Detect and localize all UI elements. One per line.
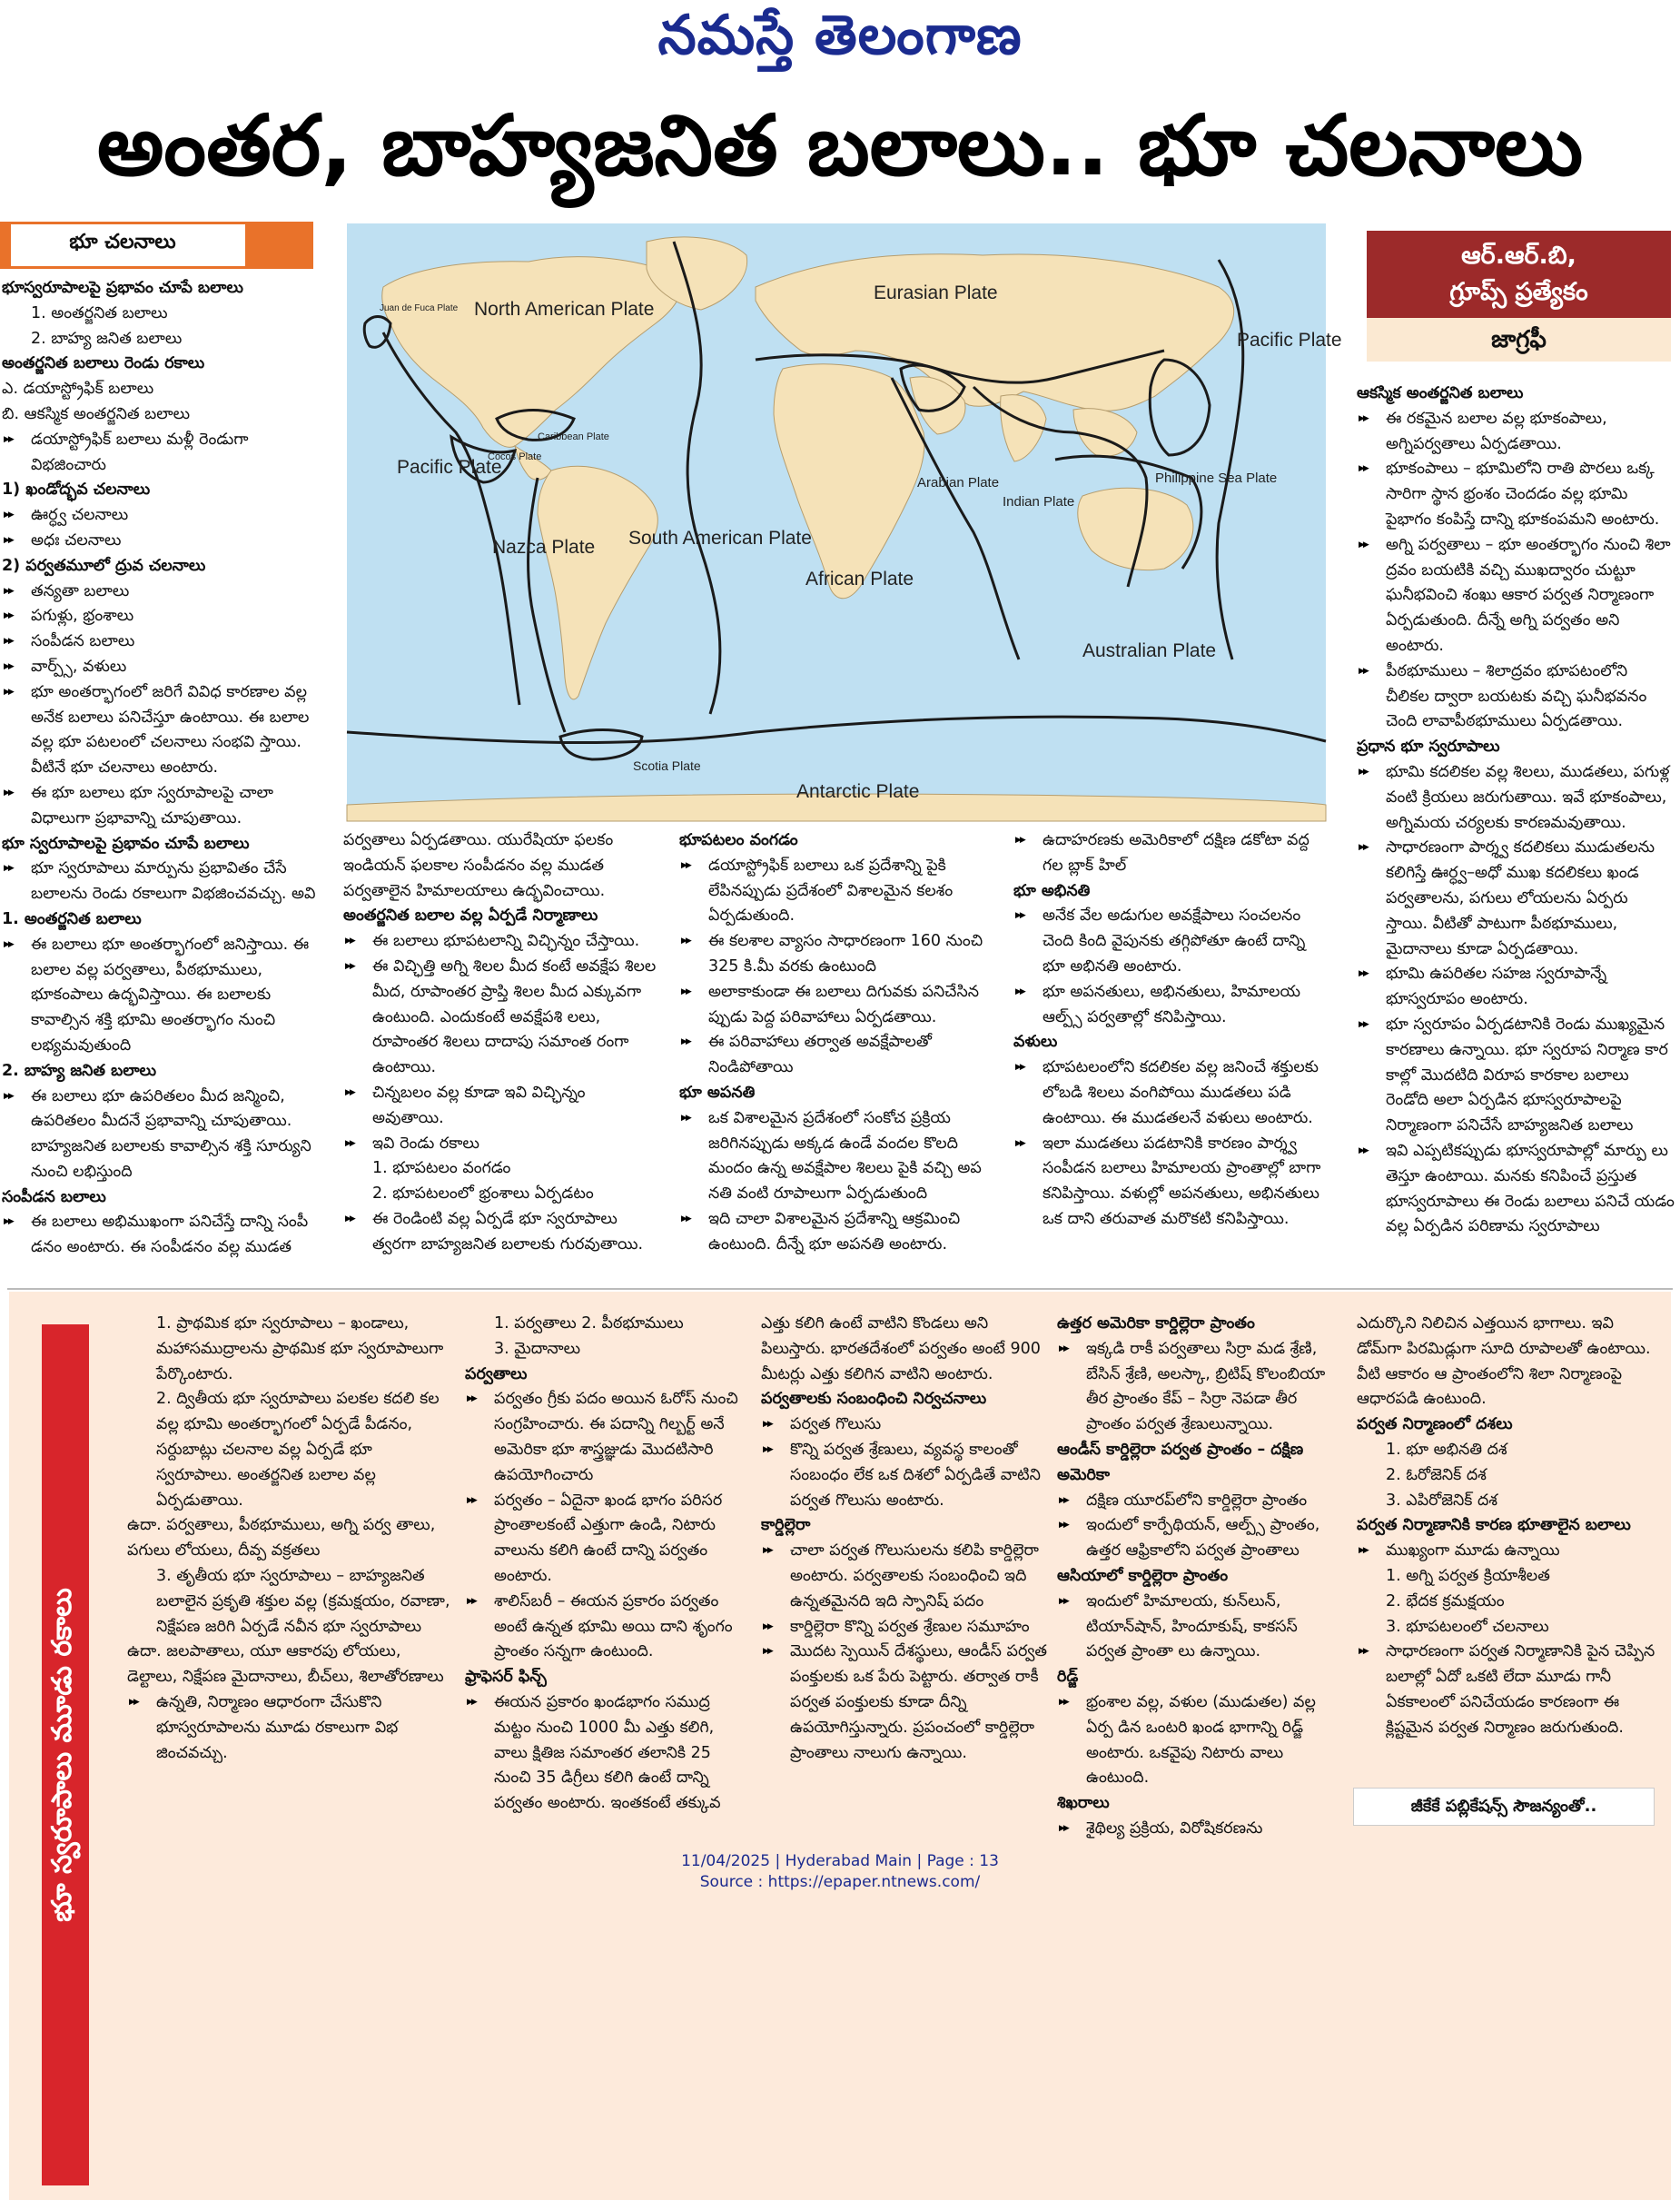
- subheading: ప్రధాన భూ స్వరూపాలు: [1357, 738, 1500, 757]
- bullet-item: ▶▶ ఇందులో కార్పేథియన్, ఆల్ప్స్ ప్రాంతం, ఉత్తర ఆఫ్రికాలోని పర్వత ప్రాంతాలు: [1057, 1513, 1339, 1564]
- bullet-item: ▶▶ ఇది చాలా విశాలమైన ప్రదేశాన్ని ఆక్రమించి ఉంటుంది. దీన్నే భూ అపనతి అంటారు.: [679, 1207, 993, 1258]
- section-header: [0, 222, 313, 269]
- subheading: అంతర్జనిత బలాల వల్ల ఏర్పడే నిర్మాణాలు: [343, 907, 598, 926]
- headline: అంతర, బాహ్యజనిత బలాలు.. భూ చలనాలు: [96, 97, 1584, 194]
- text-line: బి. ఆకస్మిక అంతర్జనిత బలాలు: [2, 404, 191, 423]
- text-line: 1. అగ్ని పర్వత క్రియాశీలత: [1386, 1566, 1550, 1585]
- bullet-item: ▶▶ పీఠభూములు – శిలాద్రవం భూపటంలోని చీలికల ద్వారా బయటకు వచ్చి ఘనీభవనం చెంది లావాపీఠభూములు ఏర్పడతాయి.: [1357, 659, 1675, 735]
- bullet-item: ▶▶ సాధారణంగా పర్వత నిర్మాణానికి పైన చెప్పిన బలాల్లో ఏదో ఒకటి లేదా మూడు గానీ ఏకకాలంలో పనిచేయడం కారణంగా ఈ క్లిష్టమైన పర్వత నిర్మాణం జరుగుతుంది.: [1357, 1640, 1656, 1740]
- label-pacific-plate-right: Pacific Plate: [1237, 330, 1342, 351]
- column-2: [343, 828, 659, 1258]
- section-header-orange-block: [245, 222, 313, 269]
- bullet-item: ▶▶ భూ స్వరూపాలు మార్పును ప్రభావితం చేసే బలాలను రెండు రకాలుగా విభజించవచ్చు. అవి: [2, 857, 318, 907]
- text-line: ఉదా. జలపాతాలు, యూ ఆకారపు లోయలు, డెల్టాలు, నిక్షేపణ మైదానాలు, బీచ్‌లు, శిలాతోరణాలు: [127, 1642, 444, 1687]
- subheading: ఫ్రాఫెసర్ ఫిన్చ్: [465, 1668, 547, 1687]
- bullet-item: ▶▶ ఈయన ప్రకారం ఖండభాగం సముద్ర మట్టం నుంచి 1000 మీ ఎత్తు కలిగి, వాలు క్షితిజ సమాంతర తలానికి 25 నుంచి 35 డిగ్రీలు కలిగి ఉంటే దాన్ని పర్వతం అంటారు. ఇంతకంటే తక్కువ: [465, 1690, 752, 1817]
- bullet-item: ▶▶ తన్యతా బలాలు: [2, 580, 318, 605]
- bullet-item: ▶▶ భూ అంతర్భాగంలో జరిగే వివిధ కారణాల వల్ల అనేక బలాలు పనిచేస్తూ ఉంటాయి. ఈ బలాల వల్ల భూ పటలంలో చలనాలు సంభవి స్తాయి. వీటినే భూ చలనాలు అంటారు.: [2, 680, 318, 781]
- bullet-item: ▶▶ సాధారణంగా పార్శ్వ కదలికలు ముడుతలను కలిగిస్తే ఊర్ధ్వ–అధో ముఖ కదలికలు ఖండ పర్వతాలను, పగులు లోయలను ఏర్పరు స్తాయి. వీటితో పాటుగా పీఠభూములు, మైదానాలు కూడా ఏర్పడతాయి.: [1357, 836, 1675, 962]
- bullet-item: ▶▶ ఈ రెండింటి వల్ల ఏర్పడే భూ స్వరూపాలు త్వరగా బాహ్యజనిత బలాలకు గురవుతాయి.: [343, 1207, 659, 1258]
- bullet-item: ▶▶ అనేక వేల అడుగుల అవక్షేపాలు సంచలనం చెంది కింది వైపునకు తగ్గిపోతూ ఉంటే దాన్ని భూ అభినతి అంటారు.: [1013, 904, 1328, 979]
- bottom-column-1: [127, 1312, 450, 1766]
- subheading: శిఖరాలు: [1057, 1794, 1110, 1813]
- text-line: ఎదుర్కొని నిలిచిన ఎత్తయిన భాగాలు. ఇవి డోమ్‌గా పిరమిడ్లుగా సూది రూపాలతో ఉంటాయి. వీటి ఆకారం ఆ ప్రాంతంలోని శిలా నిర్మాణంపై ఆధారపడి ఉంటుంది.: [1357, 1314, 1651, 1409]
- label-scotia-plate: Scotia Plate: [633, 758, 701, 773]
- subheading: పర్వతాలు: [465, 1364, 528, 1383]
- bullet-item: ▶▶ శాలిస్‌బరీ – ఈయన ప్రకారం పర్వతం అంటే ఉన్నత భూమి అయి దాని శృంగం ప్రాంతం సన్నగా ఉంటుంది.: [465, 1590, 752, 1665]
- text-line: ఎ. డయాస్ట్రోఫిక్ బలాలు: [2, 380, 154, 399]
- label-pacific-plate-left: Pacific Plate: [397, 457, 502, 478]
- bottom-side-title-bar: [42, 1324, 89, 2185]
- bullet-item: ▶▶ ఉదాహరణకు అమెరికాలో దక్షిణ డకోటా వద్ద గల బ్లాక్ హిల్: [1013, 828, 1328, 879]
- label-eurasian-plate: Eurasian Plate: [874, 282, 998, 303]
- bullet-item: ▶▶ మొదట స్పెయిన్ దేశస్థులు, ఆండీస్ పర్వత పంక్తులకు ఒక పేరు పెట్టారు. తర్వాత రాకీ పర్వత పంక్తులకు కూడా దీన్ని ఉపయోగిస్తున్నారు. ప్రపంచంలో కార్డిల్లెరా ప్రాంతాలు నాలుగు ఉన్నాయి.: [761, 1640, 1050, 1766]
- subheading: పర్వత నిర్మాణంలో దశలు: [1357, 1415, 1513, 1434]
- column-3: [679, 828, 993, 1258]
- text-line: ఎత్తు కలిగి ఉంటే వాటిని కొండలు అని పిలుస్తారు. భారతదేశంలో పర్వతం అంటే 900 మీటర్లు ఎత్తు కలిగిన వాటిని అంటారు.: [761, 1314, 1041, 1383]
- bottom-column-2: [465, 1312, 752, 1817]
- bottom-column-5: [1357, 1312, 1656, 1741]
- column-5: [1357, 382, 1675, 1240]
- label-antarctic-plate: Antarctic Plate: [796, 781, 920, 802]
- text-line: 3. మైదానాలు: [494, 1339, 581, 1358]
- bullet-item: ▶▶ ఈ రకమైన బలాల వల్ల భూకంపాలు, అగ్నిపర్వతాలు ఏర్పడతాయి.: [1357, 407, 1675, 458]
- bullet-item: ▶▶ పర్వత గొలుసు: [761, 1412, 1050, 1438]
- bullet-item: ▶▶ భూ అపనతులు, అభినతులు, హిమాలయ ఆల్ప్స్ పర్వతాల్లో కనిపిస్తాయి.: [1013, 980, 1328, 1031]
- bullet-item: ▶▶ ఇవి ఎప్పటికప్పుడు భూస్వరూపాల్లో మార్పు లు తెస్తూ ఉంటాయి. మనకు కనిపించే ప్రస్తుత భూస్వరూపాలు ఈ రెండు బలాలు పనిచే యడం వల్ల ఏర్పడిన పరిణామ స్వరూపాలు: [1357, 1139, 1675, 1240]
- bottom-side-title-wrap: [42, 1324, 89, 2185]
- bottom-side-title: భూ స్వరూపాలు మూడు రకాలు: [46, 1588, 78, 1922]
- bullet-item: ▶▶ దక్షిణ యూరప్‌లోని కార్డిల్లెరా ప్రాంతం: [1057, 1489, 1339, 1514]
- rrb-badge-line2: గ్రూప్స్ ప్రత్యేకం: [1449, 278, 1588, 306]
- bullet-item: ▶▶ వార్ప్స్, వళులు: [2, 655, 318, 680]
- label-cocos-plate: Cocos Plate: [488, 451, 542, 462]
- bullet-item: ▶▶ పర్వతం గ్రీకు పదం అయిన ఓరోస్ నుంచి సంగ్రహించారు. ఈ పదాన్ని గిల్బర్ట్ అనే అమెరికా భూ శాస్త్రజ్ఞుడు మొదటిసారి ఉపయోగించారు: [465, 1387, 752, 1488]
- subheading: భూ అభినతి: [1013, 881, 1091, 900]
- label-caribbean-plate: Caribbean Plate: [538, 431, 609, 442]
- bullet-item: ▶▶ ఇందులో హిమాలయ, కున్‌లున్, టియాన్‌షాన్, హిందూకుష్, కాకసస్ పర్వత ప్రాంతా లు ఉన్నాయి.: [1057, 1590, 1339, 1665]
- bullet-item: ▶▶ అలాకాకుండా ఈ బలాలు దిగువకు పనిచేసిన ప్పుడు పెద్ద పరివాహాలు ఏర్పడతాయి.: [679, 980, 993, 1031]
- bottom-column-3: [761, 1312, 1050, 1766]
- bullet-item: ▶▶ భూ స్వరూపం ఏర్పడటానికి రెండు ముఖ్యమైన కారణాలు ఉన్నాయి. భూ స్వరూప నిర్మాణ కార కాల్లో మొదటిది విరూప కారకాల బలాలు రెండోది అలా ఏర్పడిన భూస్వరూపాలపై నిర్మాణంగా పనిచేసే బాహ్యజనిత బలాలు: [1357, 1013, 1675, 1139]
- subheading: 1) ఖండోద్భవ చలనాలు: [2, 481, 151, 500]
- bullet-item: ▶▶ సంపీడన బలాలు: [2, 629, 318, 655]
- subheading: ఉత్తర అమెరికా కార్డిల్లెరా ప్రాంతం: [1057, 1314, 1255, 1333]
- footer-date-page: 11/04/2025 | Hyderabad Main | Page : 13: [681, 1852, 999, 1870]
- text-line: 1. ప్రాథమిక భూ స్వరూపాలు – ఖండాలు, మహాసముద్రాలను ప్రాథమిక భూ స్వరూపాలుగా పేర్కొంటారు.: [156, 1314, 444, 1383]
- subheading: ఆసియాలో కార్డిల్లెరా ప్రాంతం: [1057, 1566, 1229, 1585]
- text-line: 1. పర్వతాలు 2. పీఠభూములు: [494, 1314, 684, 1333]
- text-line: 2. ద్వితీయ భూ స్వరూపాలు పలకల కదలి కల వల్ల భూమి అంతర్భాగంలో ఏర్పడే పీడనం, సర్దుబాట్లు చలనాల వల్ల ఏర్పడే భూ స్వరూపాలు. అంతర్జనిత బలాల వల్ల ఏర్పడుతాయి.: [156, 1390, 440, 1510]
- bullet-item: ▶▶ భ్రంశాల వల్ల, వళుల (ముడుతల) వల్ల ఏర్ప డిన ఒంటరి ఖండ భాగాన్ని రిడ్జ్ అంటారు. ఒకవైపు నిటారు వాలు ఉంటుంది.: [1057, 1690, 1339, 1791]
- text-line: 3. భూపటలంలో చలనాలు: [1386, 1617, 1549, 1636]
- bullet-item: ▶▶ ఉన్నతి, నిర్మాణం ఆధారంగా చేసుకొని భూస్వరూపాలను మూడు రకాలుగా విభ జించవచ్చు.: [127, 1690, 450, 1766]
- bullet-item: ▶▶ భూమి కదలికల వల్ల శిలలు, ముడతలు, పగుళ్ల వంటి క్రియలు జరుగుతాయి. ఇవే భూకంపాలు, అగ్నిమయ చర్యలకు కారణమవుతాయి.: [1357, 760, 1675, 836]
- tectonic-plates-map: [347, 223, 1342, 821]
- bullet-item: ▶▶ ఈ విచ్ఛిత్తి అగ్ని శిలల మీద కంటే అవక్షేప శిలల మీద, రూపాంతర ప్రాప్తి శిలల మీద ఎక్కువగా ఉంటుంది. ఎందుకంటే అవక్షేపశి లలు, రూపాంతర శిలలు దాదాపు సమాంత రంగా ఉంటాయి.: [343, 955, 659, 1081]
- map-svg: [347, 223, 1342, 821]
- subheading: 1. అంతర్జనిత బలాలు: [2, 909, 142, 928]
- bullet-item: ▶▶ డయాస్ట్రోఫిక్ బలాలు ఒక ప్రదేశాన్ని పైకి లేపినప్పుడు ప్రదేశంలో విశాలమైన కలశం ఏర్పడుతుంది.: [679, 854, 993, 929]
- subheading: ఆండీస్ కార్డిల్లెరా పర్వత ప్రాంతం – దక్షిణ అమెరికా: [1057, 1440, 1304, 1484]
- subheading: వళులు: [1013, 1033, 1058, 1052]
- bullet-item: ▶▶ ఈ బలాలు భూ అంతర్భాగంలో జనిస్తాయి. ఈ బలాల వల్ల పర్వతాలు, పీఠభూములు, భూకంపాలు ఉద్భవిస్తాయి. ఈ బలాలకు కావాల్సిన శక్తి భూమి అంతర్భాగం నుంచి లభ్యమవుతుంది: [2, 933, 318, 1059]
- label-south-american-plate: South American Plate: [628, 528, 812, 549]
- bullet-item: ▶▶ అగ్ని పర్వతాలు – భూ అంతర్భాగం నుంచి శిలా ద్రవం బయటికి వచ్చి ముఖద్వారం చుట్టూ ఘనీభవించి శంఖు ఆకార పర్వత నిర్మాణంగా ఏర్పడుతుంది. దీన్నే అగ్ని పర్వతం అని అంటారు.: [1357, 533, 1675, 659]
- bullet-item: ▶▶ ఒక విశాలమైన ప్రదేశంలో సంకోచ ప్రక్రియ జరిగినప్పుడు అక్కడ ఉండే వందల కొలది మందం ఉన్న అవక్షేపాల శిలలు పైకి వచ్చి అప నతి వంటి రూపాలుగా ఏర్పడుతుంది: [679, 1106, 993, 1207]
- label-north-american-plate: North American Plate: [474, 299, 655, 320]
- subheading: కార్డిల్లెరా: [761, 1516, 811, 1535]
- masthead-logo: నమస్తే తెలంగాణ: [657, 4, 1023, 67]
- subheading: 2. బాహ్య జనిత బలాలు: [2, 1061, 157, 1080]
- section-header-label: భూ చలనాలు: [69, 231, 176, 253]
- text-line: 2. భేదక క్రమక్షయం: [1386, 1591, 1505, 1610]
- subheading: భూపటలం వంగడం: [679, 831, 798, 849]
- subheading: సంపీడన బలాలు: [2, 1187, 106, 1206]
- bottom-column-4: [1057, 1312, 1339, 1842]
- label-australian-plate: Australian Plate: [1082, 640, 1217, 661]
- publisher-credit: జీకేకే పబ్లికేషన్స్ సౌజన్యంతో..: [1353, 1788, 1655, 1826]
- bullet-item: ▶▶ ఈ పరివాహాలు తర్వాత అవక్షేపాలతో నిండిపోతాయి: [679, 1030, 993, 1081]
- bullet-item: ▶▶ భూపటలంలోని కదలికల వల్ల జనించే శక్తులకు లోబడి శిలలు వంగిపోయి ముడతలు పడి ఉంటాయి. ఈ ముడతలనే వళులు అంటారు.: [1013, 1055, 1328, 1131]
- bullet-item: ▶▶ ఈ భూ బలాలు భూ స్వరూపాలపై చాలా విధాలుగా ప్రభావాన్ని చూపుతాయి.: [2, 781, 318, 832]
- text-line: 1. అంతర్జనిత బలాలు: [31, 303, 168, 322]
- label-philippine-sea-plate: Philippine Sea Plate: [1155, 471, 1278, 486]
- subheading: అంతర్జనిత బలాలు రెండు రకాలు: [2, 354, 205, 373]
- subheading: 2) పర్వతమూలో ద్రువ చలనాలు: [2, 556, 206, 575]
- subheading: భూస్వరూపాలపై ప్రభావం చూపే బలాలు: [2, 279, 243, 297]
- bullet-item: ▶▶ ఈ బలాలు అభిముఖంగా పనిచేస్తే దాన్ని సంపీ డనం అంటారు. ఈ సంపీడనం వల్ల ముడత: [2, 1210, 318, 1261]
- bullet-item: ▶▶ కార్డిల్లెరా కొన్ని పర్వత శ్రేణుల సమూహం: [761, 1615, 1050, 1640]
- bullet-item: ▶▶ ఇవి రెండు రకాలు: [343, 1132, 659, 1157]
- label-juan-de-fuca-plate: Juan de Fuca Plate: [380, 303, 459, 313]
- column-1: [2, 276, 318, 1261]
- bullet-item: ▶▶ భూమి ఉపరితల సహజ స్వరూపాన్నే భూస్వరూపం అంటారు.: [1357, 962, 1675, 1013]
- bullet-item: ▶▶ ఈ కలశాల వ్యాసం సాధారణంగా 160 నుంచి 325 కి.మీ వరకు ఉంటుంది: [679, 929, 993, 980]
- section-divider: [7, 1288, 1673, 1290]
- bullet-item: ▶▶ కొన్ని పర్వత శ్రేణులు, వ్యవస్థ కాలంతో సంబంధం లేక ఒక దిశలో ఏర్పడితే వాటిని పర్వత గొలుసు అంటారు.: [761, 1438, 1050, 1513]
- text-line: పర్వతాలు ఏర్పడతాయి. యురేషియా ఫలకం ఇండియన్ ఫలకాల సంపీడనం వల్ల ముడత పర్వతాలైన హిమాలయాలు ఉద్భవించాయి.: [343, 831, 614, 900]
- bullet-item: ▶▶ ఇలా ముడతలు పడటానికి కారణం పార్శ్వ సంపీడన బలాలు హిమాలయ ప్రాంతాల్లో బాగా కనిపిస్తాయి. వళుల్లో అపనతులు, అభినతులు ఒక దాని తరువాత మరొకటి కనిపిస్తాయి.: [1013, 1132, 1328, 1233]
- bullet-item: ▶▶ శైథిల్య ప్రక్రియ, విరోషికరణను: [1057, 1817, 1339, 1842]
- rrb-badge-subject: జాగ్రఫీ: [1367, 318, 1671, 362]
- column-4: [1013, 828, 1328, 1233]
- label-arabian-plate: Arabian Plate: [917, 475, 1000, 491]
- bullet-item: ▶▶ చాలా పర్వత గొలుసులను కలిపి కార్డిల్లెరా అంటారు. పర్వతాలకు సంబంధించి ఇది ఉన్నతమైనది ఇది స్పానిష్ పదం: [761, 1539, 1050, 1614]
- label-indian-plate: Indian Plate: [1003, 494, 1075, 510]
- text-line: 3. తృతీయ భూ స్వరూపాలు – బాహ్యజనిత బలాలైన ప్రకృతి శక్తుల వల్ల (క్రమక్షయం, రవాణా, నిక్షేపణ జరిగి ఏర్పడే నవీన భూ స్వరూపాలు: [156, 1566, 450, 1636]
- bullet-item: ▶▶ ముఖ్యంగా మూడు ఉన్నాయి: [1357, 1539, 1656, 1564]
- page-footer: [0, 1851, 1680, 1893]
- subheading: పర్వతాలకు సంబంధించి నిర్వచనాలు: [761, 1390, 987, 1409]
- text-line: 2. బాహ్య జనిత బలాలు: [31, 329, 183, 348]
- text-line: 2. భూపటలంలో భ్రంశాలు ఏర్పడటం: [372, 1184, 594, 1204]
- rrb-badge-line1: ఆర్.ఆర్.బి,: [1461, 242, 1576, 270]
- bullet-item: ▶▶ ఇక్కడి రాకీ పర్వతాలు సిర్రా మడ శ్రేణి, బేసిన్ శ్రేణి, అలస్కా, బ్రిటిష్ కొలంబియా తీర ప్రాంతం కేప్ – సిర్రా నెపడా తీర ప్రాంతం పర్వత శ్రేణులున్నాయి.: [1057, 1337, 1339, 1438]
- label-african-plate: African Plate: [805, 569, 914, 590]
- subheading: ఆకస్మిక అంతర్జనిత బలాలు: [1357, 384, 1524, 402]
- subheading: భూ స్వరూపాలపై ప్రభావం చూపే బలాలు: [2, 834, 250, 853]
- bullet-item: ▶▶ పర్వతం – ఏదైనా ఖండ భాగం పరిసర ప్రాంతాలకంటే ఎత్తుగా ఉండి, నిటారు వాలును కలిగి ఉంటే దాన్ని పర్వతం అంటారు.: [465, 1489, 752, 1590]
- rrb-badge-top: [1367, 231, 1671, 318]
- bullet-item: ▶▶ ఊర్ధ్వ చలనాలు: [2, 503, 318, 529]
- text-line: 3. ఎపిరోజెనిక్ దశ: [1386, 1491, 1497, 1510]
- bullet-item: ▶▶ పగుళ్లు, భ్రంశాలు: [2, 604, 318, 629]
- bullet-item: ▶▶ డయాస్ట్రోఫిక్ బలాలు మళ్లీ రెండుగా విభజించారు: [2, 428, 318, 479]
- subheading: రిడ్జ్: [1057, 1668, 1079, 1687]
- bullet-item: ▶▶ చిన్నబలం వల్ల కూడా ఇవి విచ్ఛిన్నం అవుతాయి.: [343, 1081, 659, 1132]
- text-line: 1. భూపటలం వంగడం: [372, 1159, 511, 1178]
- text-line: ఉదా. పర్వతాలు, పీఠభూములు, అగ్ని పర్వ తాలు, పగులు లోయలు, దీవ్ప వక్రతలు: [127, 1516, 436, 1561]
- bullet-item: ▶▶ ఈ బలాలు భూపటలాన్ని విచ్ఛిన్నం చేస్తాయి.: [343, 929, 659, 955]
- subheading: భూ అపనతి: [679, 1083, 756, 1102]
- text-line: 2. ఓరోజెనిక్ దశ: [1386, 1465, 1487, 1484]
- bullet-item: ▶▶ అధః చలనాలు: [2, 529, 318, 554]
- bullet-item: ▶▶ భూకంపాలు – భూమిలోని రాతి పొరలు ఒక్క సారిగా స్థాన భ్రంశం చెందడం వల్ల భూమి పైభాగం కంపిస్తే దాన్ని భూకంపమని అంటారు.: [1357, 457, 1675, 532]
- rrb-badge: [1367, 231, 1671, 362]
- subheading: పర్వత నిర్మాణానికి కారణ భూతాలైన బలాలు: [1357, 1516, 1631, 1535]
- footer-source-link[interactable]: Source : https://epaper.ntnews.com/: [699, 1873, 981, 1891]
- bullet-item: ▶▶ ఈ బలాలు భూ ఉపరితలం మీద జన్మించి, ఉపరితలం మీదనే ప్రభావాన్ని చూపుతాయి. బాహ్యజనిత బలాలకు కావాల్సిన శక్తి సూర్యుని నుంచి లభిస్తుంది: [2, 1085, 318, 1185]
- text-line: 1. భూ అభినతి దశ: [1386, 1440, 1507, 1459]
- label-nazca-plate: Nazca Plate: [492, 537, 596, 558]
